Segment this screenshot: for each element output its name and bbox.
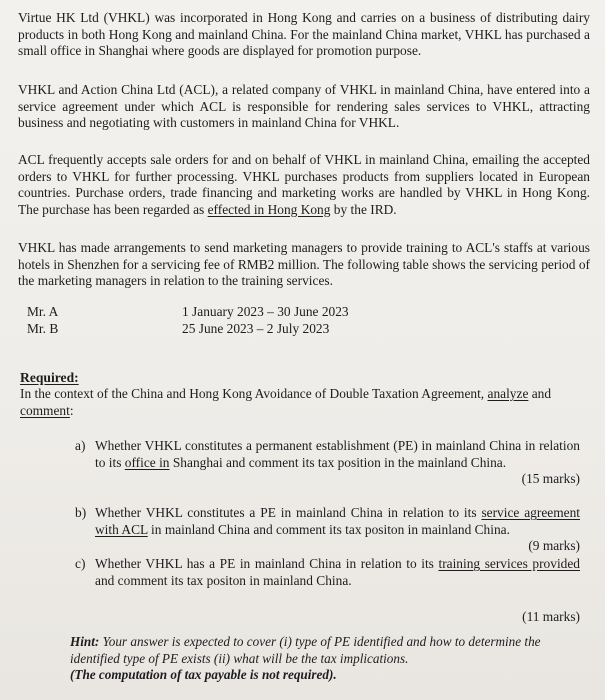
question-underlined: office in — [124, 454, 170, 470]
question-text-before: Whether VHKL constitutes a PE in mainland China in relation to its — [95, 505, 482, 520]
required-comment: comment — [20, 402, 70, 418]
question-a — [75, 438, 580, 488]
required-intro — [20, 386, 585, 419]
question-underlined: service agreement with ACL — [95, 505, 580, 537]
question-b — [75, 505, 580, 555]
required-intro-before: In the context of the China and Hong Kong Avoidance of Double Taxation Agreement, — [20, 386, 488, 401]
question-label: a) — [75, 438, 86, 453]
question-text-after: and comment its tax positon in mainland China. — [95, 572, 352, 588]
p3-text-before: ACL frequently accepts sale orders for and on behalf of VHKL in mainland China, emailing the accepted orders to VHKL for further processing. VHKL purchases products from suppliers located in European countries. Purchase orders, trade financing and marketing works are handled by VHKL in Hong Kong. The purchase has been regarded as — [18, 152, 590, 217]
question-underlined: training services provided — [438, 556, 580, 571]
paragraph-sale-orders — [18, 152, 590, 218]
hint-note — [70, 634, 585, 684]
paragraph-company-background: Virtue HK Ltd (VHKL) was incorporated in Hong Kong and carries on a business of distributing dairy products in both Hong Kong and mainland China. For the mainland China market, VHKL has purchased a small office in Shanghai where goods are displayed for promotion purpose. — [18, 10, 590, 58]
question-label: c) — [75, 556, 86, 571]
question-text — [95, 556, 580, 589]
question-text-after: Shanghai and comment its tax position in the mainland China. — [169, 454, 507, 470]
question-c — [75, 556, 580, 626]
required-intro-mid: and — [528, 386, 552, 401]
p3-text-after: by the IRD. — [330, 201, 397, 217]
hint-computation-note: (The computation of tax payable is not required). — [70, 667, 337, 682]
question-marks: (11 marks) — [522, 609, 580, 624]
paragraph-service-agreement: VHKL and Action China Ltd (ACL), a related company of VHKL in mainland China, have entered into a service agreement under which ACL is responsible for rendering sales services to VHKL, attracting business and negotiating with customers in mainland China for VHKL. — [18, 82, 590, 130]
question-marks: (15 marks) — [521, 471, 580, 486]
paragraph-training-arrangement: VHKL has made arrangements to send marketing managers to provide training to ACL's staffs at various hotels in Shenzhen for a servicing fee of RMB2 million. The following table shows the servicing period of the marketing managers in relation to the training services. — [18, 240, 590, 288]
question-text-before: Whether VHKL constitutes a permanent establishment (PE) in mainland China in relation to its — [95, 438, 580, 470]
service-period: 1 January 2023 – 30 June 2023 — [182, 304, 349, 319]
question-text-after: in mainland China and comment its tax positon in mainland China. — [147, 521, 510, 537]
required-analyze: analyze — [487, 386, 529, 401]
hint-label: Hint: — [70, 634, 100, 649]
required-intro-after: : — [69, 402, 74, 418]
question-text-before: Whether VHKL has a PE in mainland China in relation to its — [95, 556, 439, 571]
service-period: 25 June 2023 – 2 July 2023 — [182, 321, 330, 336]
question-text — [95, 505, 580, 538]
required-heading: Required: — [20, 370, 79, 385]
question-label: b) — [75, 505, 87, 520]
manager-name: Mr. A — [27, 304, 59, 319]
question-text — [95, 438, 580, 471]
hint-text: Your answer is expected to cover (i) type of PE identified and how to determine the identified type of PE exists (ii) what will be the tax implications. — [70, 634, 541, 666]
manager-name: Mr. B — [27, 321, 59, 336]
question-marks: (9 marks) — [528, 538, 580, 553]
p3-underlined-text: effected in Hong Kong — [207, 201, 331, 217]
